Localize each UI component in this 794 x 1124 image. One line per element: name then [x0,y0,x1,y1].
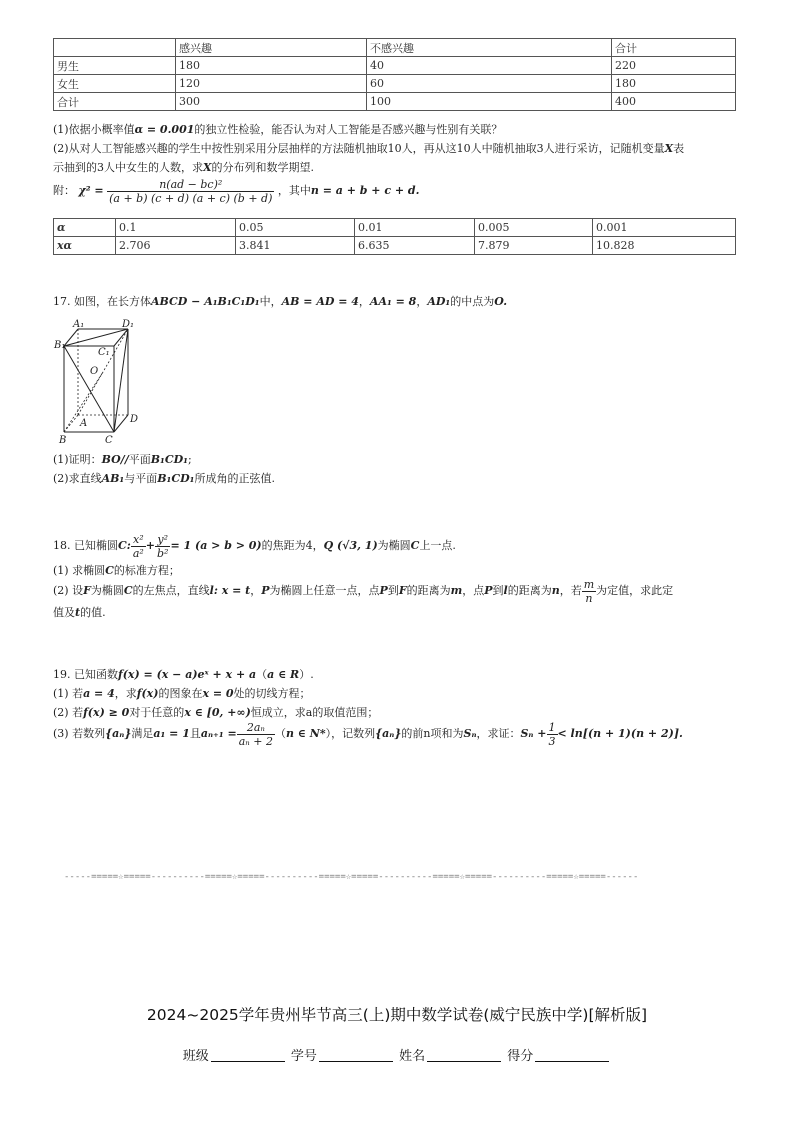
label-o: O [90,366,99,377]
label-b: B [59,435,67,446]
q17-part1: (1)证明：BO//平面B₁CD₁; [53,453,192,466]
q18-part1: (1) 求椭圆C的标准方程； [53,564,180,577]
table-cell: 400 [612,93,736,111]
q18-part2: (2) 设F为椭圆C的左焦点，直线l: x = t，P为椭圆上任意一点，点P到F的距离为m，点P到l的距离为n，若 $\frac{m}{n}$ 为定值，求此定 [53,577,674,605]
table-cell: 0.01 [355,219,475,237]
class-label: 班级 [182,1049,209,1064]
cuboid-figure [50,316,145,446]
label-b1: B₁ [54,340,66,351]
table-row [54,237,736,255]
table-cell: 120 [176,75,367,93]
name-field[interactable] [427,1048,501,1062]
table-cell: 合计 [54,93,176,111]
label-a1: A₁ [73,319,85,330]
table-cell: 180 [612,75,736,93]
label-c1: C₁ [98,347,110,358]
label-d1: D₁ [122,319,135,330]
q17-part2: (2)求直线AB₁与平面B₁CD₁所成角的正弦值. [53,472,275,485]
contingency-table [53,38,736,111]
score-field[interactable] [535,1048,609,1062]
table-cell: 7.879 [475,237,593,255]
segment-b1c [64,346,114,432]
table-cell: 180 [176,57,367,75]
q16-part2-line2: 示抽到的3人中女生的人数，求X的分布列和数学期望. [53,161,315,174]
document-title: 2024~2025学年贵州毕节高三(上)期中数学试卷(威宁民族中学)[解析版] [146,1006,648,1024]
label-c: C [105,435,113,446]
table-cell: 女生 [54,75,176,93]
table-row [54,75,736,93]
chi-square-fraction: $\frac{\text{n(ad − bc)²}}{(a + b) (c + d) (a + c) (b + d)}$ [109,177,273,205]
table-cell: 2.706 [116,237,236,255]
table-cell: 100 [367,93,612,111]
table-cell: 3.841 [236,237,355,255]
score-label: 得分 [507,1049,534,1064]
student-id-label: 学号 [290,1049,317,1064]
q16-part1: (1)依据小概率值α = 0.001的独立性检验，能否认为对人工智能是否感兴趣与性别有关联？ [53,123,503,136]
table-cell: 0.05 [236,219,355,237]
class-field[interactable] [211,1048,285,1062]
table-row [54,93,736,111]
table-cell: 60 [367,75,612,93]
critical-value-table [53,218,736,255]
q18-stem: 18. 已知椭圆C: $\frac{\text{x²}}{\text{a²}}$ + $\frac{\text{y²}}{\text{b²}}$ = 1 (a > b > 0)的焦距为4，Q (√3, 1)为椭圆C上一点. [53,532,456,560]
table-cell [54,39,176,57]
table-cell: 0.001 [593,219,736,237]
table-cell: 合计 [612,39,736,57]
segment-ad1-hidden [78,329,128,415]
table-cell: 300 [176,93,367,111]
student-id-field[interactable] [319,1048,393,1062]
table-cell: 0.005 [475,219,593,237]
q19-part2: (2) 若f(x) ≥ 0对于任意的x ∈ [0, +∞)恒成立，求a的取值范围； [53,706,379,719]
name-label: 姓名 [399,1049,426,1064]
student-info-fields [0,1045,794,1064]
q19-part1: (1) 若a = 4，求f(x)的图象在x = 0处的切线方程； [53,687,311,700]
table-cell: 不感兴趣 [367,39,612,57]
table-cell: 0.1 [116,219,236,237]
q18-part2-line2: 值及t的值. [53,606,106,619]
table-cell: α [54,219,116,237]
label-a: A [80,418,88,429]
q16-part2-line1: (2)从对人工智能感兴趣的学生中按性别采用分层抽样的方法随机抽取10人，再从这10人中随机抽取3人进行采访，记随机变量X表 [53,142,685,155]
table-cell: 40 [367,57,612,75]
table-cell: 10.828 [593,237,736,255]
page-separator: -----=====☆=====----------=====☆=====----------=====☆=====----------=====☆=====----------=====☆=====------ [64,872,639,882]
q17-stem: 17. 如图，在长方体ABCD − A₁B₁C₁D₁中，AB = AD = 4，AA₁ = 8，AD₁的中点为O. [53,295,508,308]
table-cell: xα [54,237,116,255]
edge-ab-hidden [64,415,78,432]
segment-b1d1 [64,329,128,346]
table-cell: 6.635 [355,237,475,255]
label-d: D [130,414,139,425]
q16-appendix-formula: 附： χ² = $\frac{\text{n(ad − bc)²}}{(a + b) (c + d) (a + c) (b + d)}$ ，其中n = a + b + c + d. [53,177,420,205]
table-cell: 220 [612,57,736,75]
q19-part3: (3) 若数列{aₙ}满足a₁ = 1且aₙ₊₁ = $\frac{\text{2aₙ}}{\text{aₙ + 2}}$ （n ∈ N*），记数列{aₙ}的前n项和为Sₙ，求证：Sₙ + $\frac{1}{3}$ < ln[(n + 1)(n + 2)]. [53,720,683,748]
table-cell: 男生 [54,57,176,75]
table-row [54,219,736,237]
edge-a1b1 [64,329,78,346]
table-header-row [54,39,736,57]
table-row [54,57,736,75]
segment-d1c [114,329,128,432]
table-cell: 感兴趣 [176,39,367,57]
q19-stem: 19. 已知函数f(x) = (x − a)eˣ + x + a（a ∈ R）. [53,668,314,681]
